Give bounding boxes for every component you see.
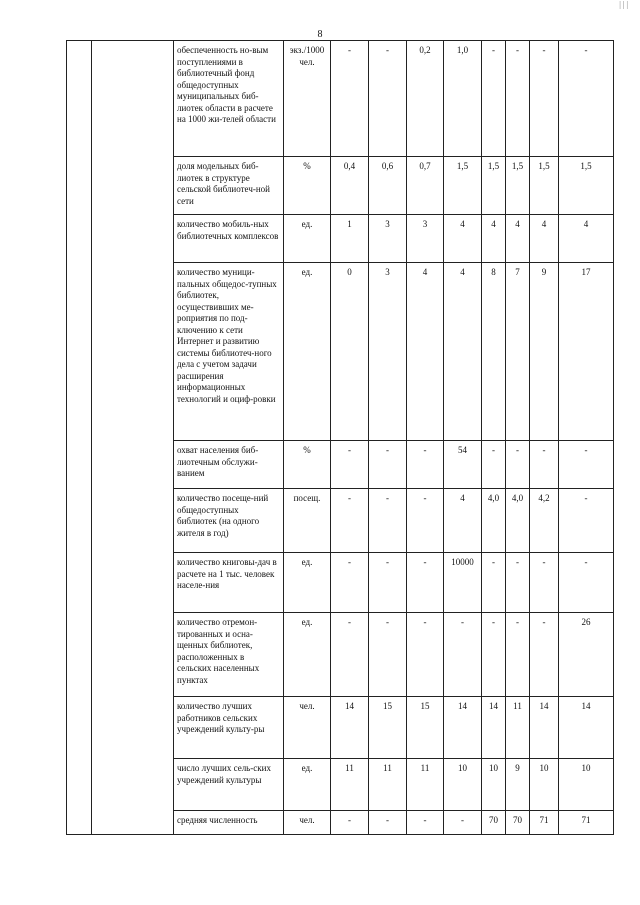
indicator-cell: количество книговы-дач в расчете на 1 тыс. человек населе-ния (174, 553, 284, 613)
unit-cell: ед. (284, 759, 331, 811)
unit-cell: ед. (284, 553, 331, 613)
value-cell: - (369, 613, 407, 697)
value-cell: - (331, 553, 369, 613)
value-cell: 14 (530, 697, 559, 759)
value-cell: - (559, 441, 614, 489)
unit-cell: ед. (284, 613, 331, 697)
value-cell: 14 (482, 697, 506, 759)
unit-cell: % (284, 157, 331, 215)
value-cell: - (331, 613, 369, 697)
value-cell: 11 (369, 759, 407, 811)
value-cell: - (506, 553, 530, 613)
value-cell: - (530, 441, 559, 489)
value-cell: - (530, 613, 559, 697)
value-cell: 1,5 (506, 157, 530, 215)
value-cell: 71 (559, 811, 614, 835)
value-cell: 4 (482, 215, 506, 263)
value-cell: 4 (444, 489, 482, 553)
value-cell: - (530, 553, 559, 613)
unit-cell: чел. (284, 697, 331, 759)
value-cell: 10 (444, 759, 482, 811)
value-cell: 54 (444, 441, 482, 489)
value-cell: 70 (506, 811, 530, 835)
indicator-cell: количество посеще-ний общедоступных библиотек (на одного жителя в год) (174, 489, 284, 553)
indicator-cell: средняя численность (174, 811, 284, 835)
value-cell: 4 (559, 215, 614, 263)
page-number: 8 (317, 29, 323, 40)
value-cell: 0 (331, 263, 369, 441)
value-cell: 0,4 (331, 157, 369, 215)
value-cell: - (506, 441, 530, 489)
indicators-table (66, 40, 614, 835)
value-cell: - (369, 811, 407, 835)
value-cell: - (444, 613, 482, 697)
value-cell: - (331, 489, 369, 553)
value-cell: 4,0 (482, 489, 506, 553)
value-cell: 4 (506, 215, 530, 263)
value-cell: - (482, 41, 506, 157)
unit-cell: ед. (284, 215, 331, 263)
value-cell: 14 (331, 697, 369, 759)
value-cell: - (482, 613, 506, 697)
value-cell: 7 (506, 263, 530, 441)
value-cell: - (482, 441, 506, 489)
value-cell: 14 (559, 697, 614, 759)
value-cell: 4 (407, 263, 444, 441)
value-cell: 1,0 (444, 41, 482, 157)
value-cell: 1 (331, 215, 369, 263)
value-cell: 3 (369, 263, 407, 441)
value-cell: 0,6 (369, 157, 407, 215)
value-cell: 9 (506, 759, 530, 811)
value-cell: 8 (482, 263, 506, 441)
indicator-cell: количество лучших работников сельских учреждений культу-ры (174, 697, 284, 759)
value-cell: - (407, 811, 444, 835)
value-cell: 10 (559, 759, 614, 811)
value-cell: 3 (369, 215, 407, 263)
value-cell: - (530, 41, 559, 157)
value-cell: 4,2 (530, 489, 559, 553)
value-cell: 9 (530, 263, 559, 441)
value-cell: - (369, 489, 407, 553)
value-cell: 3 (407, 215, 444, 263)
value-cell: 15 (407, 697, 444, 759)
value-cell: - (369, 553, 407, 613)
value-cell: - (331, 441, 369, 489)
value-cell: - (407, 553, 444, 613)
value-cell: - (559, 489, 614, 553)
value-cell: - (331, 41, 369, 157)
indicator-cell: количество отремон-тированных и осна-щенных библиотек, расположенных в сельских населенных пунктах (174, 613, 284, 697)
indicator-cell: количество мобиль-ных библиотечных комплексов (174, 215, 284, 263)
unit-cell: экз./1000 чел. (284, 41, 331, 157)
value-cell: - (559, 41, 614, 157)
value-cell: 4 (444, 215, 482, 263)
value-cell: 1,5 (559, 157, 614, 215)
unit-cell: % (284, 441, 331, 489)
value-cell: 4 (444, 263, 482, 441)
value-cell: 4 (530, 215, 559, 263)
value-cell: - (559, 553, 614, 613)
value-cell: 0,2 (407, 41, 444, 157)
value-cell: 1,5 (530, 157, 559, 215)
value-cell: 1,5 (482, 157, 506, 215)
indicator-cell: охват населения биб-лиотечным обслужи-ванием (174, 441, 284, 489)
value-cell: - (506, 613, 530, 697)
value-cell: 11 (407, 759, 444, 811)
indicator-cell: количество муници-пальных общедос-тупных библиотек, осуществивших ме-роприятия по под-ключению к сети Интернет и развитию системы библиотеч-ного дела с учетом задачи расширения информационных технологий и оциф-ровки (174, 263, 284, 441)
value-cell: - (369, 41, 407, 157)
value-cell: - (407, 441, 444, 489)
unit-cell: ед. (284, 263, 331, 441)
value-cell: - (506, 41, 530, 157)
value-cell: 26 (559, 613, 614, 697)
value-cell: 10 (530, 759, 559, 811)
value-cell: - (407, 489, 444, 553)
unit-cell: посещ. (284, 489, 331, 553)
value-cell: - (407, 613, 444, 697)
value-cell: 11 (506, 697, 530, 759)
value-cell: 1,5 (444, 157, 482, 215)
blank-column-b (92, 41, 174, 835)
blank-column-a (67, 41, 92, 835)
value-cell: 14 (444, 697, 482, 759)
value-cell: 0,7 (407, 157, 444, 215)
value-cell: - (444, 811, 482, 835)
indicator-cell: обеспеченность но-вым поступлениями в библиотечный фонд общедоступных муниципальных биб-лиотек области в расчете на 1000 жи-телей области (174, 41, 284, 157)
value-cell: 10000 (444, 553, 482, 613)
table-body (67, 41, 614, 835)
value-cell: 17 (559, 263, 614, 441)
value-cell: - (482, 553, 506, 613)
table-row (67, 41, 614, 157)
value-cell: 4,0 (506, 489, 530, 553)
value-cell: 10 (482, 759, 506, 811)
corner-mark: | | | (619, 0, 628, 9)
value-cell: - (369, 441, 407, 489)
value-cell: - (331, 811, 369, 835)
value-cell: 15 (369, 697, 407, 759)
value-cell: 71 (530, 811, 559, 835)
value-cell: 70 (482, 811, 506, 835)
unit-cell: чел. (284, 811, 331, 835)
value-cell: 11 (331, 759, 369, 811)
indicator-cell: число лучших сель-ских учреждений культуры (174, 759, 284, 811)
indicator-cell: доля модельных биб-лиотек в структуре сельской библиотеч-ной сети (174, 157, 284, 215)
